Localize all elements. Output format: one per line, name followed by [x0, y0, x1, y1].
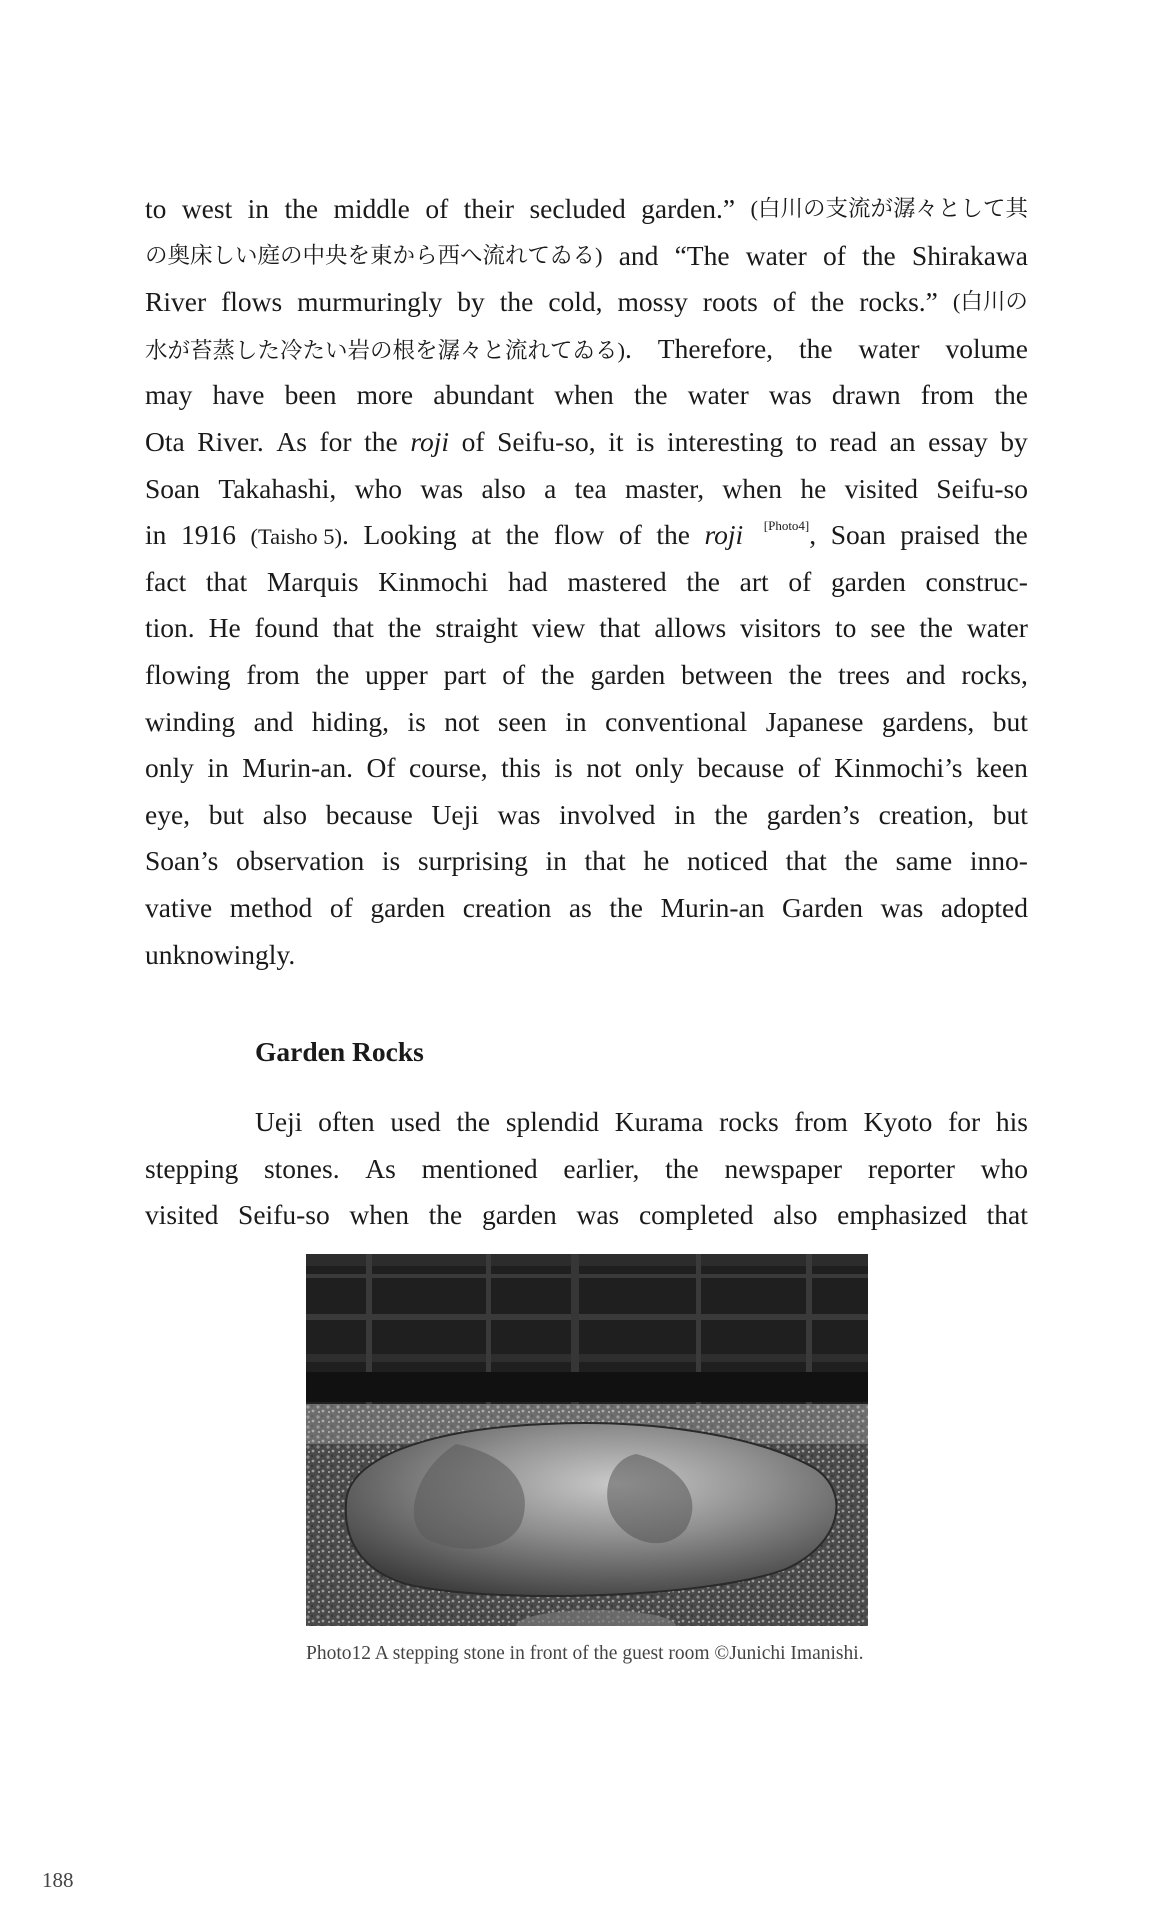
inline-group	[251, 512, 349, 559]
word: conventional	[605, 705, 748, 737]
text-line	[145, 838, 1028, 885]
word: of	[502, 658, 526, 690]
word: used	[390, 1106, 441, 1137]
word: the	[714, 798, 748, 830]
word: from	[246, 658, 300, 690]
word: master,	[625, 472, 705, 504]
word: Japanese	[765, 705, 864, 737]
word: mossy	[617, 286, 688, 318]
word: 1916	[180, 519, 236, 551]
inline-group	[145, 326, 632, 373]
word: course,	[409, 752, 488, 784]
word: have	[212, 379, 265, 411]
word: roots	[702, 286, 758, 318]
inline-group	[758, 512, 816, 559]
word: surprising	[417, 845, 528, 877]
word: garden	[481, 1199, 557, 1231]
word: garden	[590, 658, 666, 690]
word: rocks	[719, 1106, 779, 1137]
word: .	[625, 332, 632, 364]
word: involved	[559, 798, 656, 830]
word: allows	[654, 612, 727, 644]
text-line	[145, 1192, 1028, 1239]
text-line	[145, 652, 1028, 699]
word: the	[633, 379, 668, 411]
word: in	[545, 845, 567, 877]
word: the	[364, 425, 398, 457]
body-text-paragraph-1	[145, 186, 1028, 978]
word: was	[576, 1199, 620, 1231]
word: Kinmochi	[378, 565, 489, 597]
word: water	[745, 239, 807, 271]
text-line	[145, 605, 1028, 652]
word: reporter	[867, 1152, 955, 1184]
word: River	[145, 286, 207, 318]
word: an	[889, 425, 916, 457]
word: west	[181, 193, 233, 224]
word: that	[584, 845, 626, 877]
word: it	[608, 425, 624, 457]
word: Soan	[830, 519, 886, 551]
word: earlier,	[563, 1152, 640, 1184]
word: straight	[435, 612, 518, 644]
word: “The	[674, 239, 730, 271]
word: observation	[235, 845, 365, 877]
word: is	[407, 705, 426, 737]
word: the	[387, 612, 422, 644]
word: that	[986, 1199, 1028, 1231]
word: mentioned	[421, 1152, 538, 1184]
word: garden	[370, 891, 446, 923]
word: creation,	[878, 798, 975, 830]
word: the	[994, 379, 1028, 411]
word: Seifu-so	[936, 472, 1028, 504]
word: secluded	[529, 193, 626, 224]
word: a	[544, 472, 557, 504]
word: Kyoto	[863, 1106, 933, 1137]
word: that	[599, 612, 641, 644]
word: garden.”	[641, 193, 736, 224]
word: the	[810, 286, 845, 318]
word: for	[948, 1106, 981, 1137]
word: was	[880, 891, 924, 923]
word: visited	[145, 1199, 219, 1231]
word: Murin-an	[660, 891, 765, 923]
stepping-stone-photo	[306, 1254, 868, 1626]
word: in	[674, 798, 696, 830]
text-line	[145, 1099, 1028, 1146]
word: who	[354, 472, 402, 504]
word: of	[788, 565, 812, 597]
word: the	[788, 658, 823, 690]
italic-term: roji	[410, 425, 450, 457]
word: stones.	[263, 1152, 340, 1184]
word: was	[420, 472, 464, 504]
word: emphasized	[837, 1199, 967, 1231]
word: is	[554, 752, 573, 784]
word: the	[315, 658, 350, 690]
word: art	[739, 565, 769, 597]
word: the	[665, 1152, 699, 1184]
text-line	[145, 699, 1028, 746]
word: in	[565, 705, 587, 737]
word: that	[785, 845, 827, 877]
word: only	[634, 752, 684, 784]
word: see	[870, 612, 906, 644]
page-number: 188	[42, 1868, 74, 1892]
word: inno-	[969, 845, 1028, 877]
word: the	[428, 1199, 463, 1231]
word: as	[568, 891, 592, 923]
text-line	[145, 1146, 1028, 1193]
text-line	[145, 326, 1028, 373]
text-line	[145, 745, 1028, 792]
word: keen	[975, 752, 1028, 784]
word: Seifu-so,	[497, 425, 596, 457]
word: and	[618, 239, 659, 271]
word: of	[823, 239, 846, 271]
word: when	[349, 1199, 409, 1231]
word: found	[254, 612, 319, 644]
word: and	[905, 658, 946, 690]
word: the	[541, 658, 575, 690]
word: As	[365, 1152, 396, 1184]
word: of	[772, 286, 796, 318]
word: when	[554, 379, 614, 411]
word: Ueji	[255, 1106, 303, 1137]
word: often	[318, 1106, 375, 1137]
word: creation	[462, 891, 552, 923]
word: Seifu-so	[238, 1199, 330, 1231]
word: tea	[574, 472, 607, 504]
word: Ota	[145, 425, 185, 457]
word: this	[501, 752, 541, 784]
word: fact	[145, 565, 187, 597]
italic-term: roji	[704, 519, 744, 551]
text-line	[145, 885, 1028, 932]
word: drawn	[831, 379, 901, 411]
word: also	[262, 798, 307, 830]
word: rocks.”	[859, 286, 938, 318]
word: murmuringly	[297, 286, 443, 318]
word: Looking	[363, 519, 457, 551]
word: essay	[928, 425, 988, 457]
word: part	[443, 658, 487, 690]
word: the	[609, 891, 644, 923]
word: visitors	[740, 612, 822, 644]
word: in	[207, 752, 229, 784]
word: but	[992, 798, 1028, 830]
word: in	[247, 193, 270, 224]
word: trees	[838, 658, 890, 690]
word: is	[636, 425, 655, 457]
photo-reference: [Photo4]	[763, 518, 810, 534]
word: praised	[900, 519, 980, 551]
word: Murin-an.	[242, 752, 353, 784]
japanese-quote: (白川の	[952, 289, 1028, 315]
word: was	[497, 798, 541, 830]
word: Marquis	[266, 565, 359, 597]
word: from	[920, 379, 975, 411]
word: cold,	[548, 286, 603, 318]
word: stepping	[145, 1152, 239, 1184]
word: Shirakawa	[911, 239, 1028, 271]
word: He	[208, 612, 241, 644]
word: also	[481, 472, 526, 504]
word: upper	[365, 658, 428, 690]
word: when	[722, 472, 782, 504]
text-line	[145, 233, 1028, 280]
word: visited	[844, 472, 918, 504]
text-line	[145, 932, 1028, 979]
word: to	[795, 425, 818, 457]
word: noticed	[686, 845, 768, 877]
word: water	[687, 379, 749, 411]
word: mastered	[567, 565, 667, 597]
word: not	[586, 752, 622, 784]
word: flows	[221, 286, 283, 318]
word: also	[773, 1199, 818, 1231]
word: abundant	[433, 379, 535, 411]
photo-caption: Photo12 A stepping stone in front of the guest room ©Junichi Imanishi.	[306, 1643, 864, 1664]
word: Kurama	[614, 1106, 704, 1137]
word: ,	[809, 519, 817, 551]
word: at	[471, 519, 492, 551]
word: because	[325, 798, 413, 830]
word: middle	[333, 193, 410, 224]
word: their	[463, 193, 515, 224]
word: unknowingly.	[145, 938, 296, 970]
word: only	[145, 752, 194, 784]
word: eye,	[145, 798, 191, 830]
word: by	[457, 286, 485, 318]
word: who	[980, 1152, 1028, 1184]
word: construc-	[925, 565, 1028, 597]
word: the	[919, 612, 953, 644]
japanese-quote: (白川の支流が潺々として其	[750, 196, 1028, 221]
word: of	[797, 752, 821, 784]
word: of	[425, 193, 449, 224]
word: hiding,	[311, 705, 389, 737]
word: water	[858, 332, 920, 364]
word: rocks,	[961, 658, 1028, 690]
word: flowing	[145, 658, 231, 690]
word: Soan’s	[145, 845, 219, 877]
japanese-quote: 水が苔蒸した冷たい岩の根を潺々と流れてゐる)	[145, 337, 625, 363]
text-line	[145, 419, 1028, 466]
word: he	[800, 472, 827, 504]
word: .	[342, 519, 349, 551]
japanese-quote: の奥床しい庭の中央を東から西へ流れてゐる)	[145, 242, 603, 268]
word: not	[444, 705, 480, 737]
word: River.	[197, 425, 264, 457]
section-heading: Garden Rocks	[255, 1036, 424, 1067]
word: method	[229, 891, 313, 923]
word: been	[284, 379, 337, 411]
word: volume	[945, 332, 1028, 364]
word: Therefore,	[657, 332, 774, 364]
word: he	[643, 845, 670, 877]
word: the	[686, 565, 720, 597]
word: may	[145, 379, 193, 411]
word: the	[505, 519, 540, 551]
word: read	[829, 425, 877, 457]
text-line	[145, 466, 1028, 513]
text-line	[145, 372, 1028, 419]
word: tion.	[145, 612, 195, 644]
word: of	[618, 519, 642, 551]
word: in	[145, 519, 167, 551]
word: water	[966, 612, 1028, 644]
word: that	[332, 612, 374, 644]
word: interesting	[667, 425, 784, 457]
word: vative	[145, 891, 213, 923]
word: garden’s	[766, 798, 860, 830]
word: gardens,	[881, 705, 975, 737]
word: and	[253, 705, 294, 737]
word: Takahashi,	[218, 472, 337, 504]
word: that	[205, 565, 248, 597]
word: because	[697, 752, 785, 784]
word: but	[208, 798, 244, 830]
word: the	[656, 519, 690, 551]
word: was	[768, 379, 812, 411]
word: his	[995, 1106, 1028, 1137]
word: newspaper	[724, 1152, 843, 1184]
word: more	[356, 379, 414, 411]
text-line	[145, 186, 1028, 233]
word: had	[507, 565, 548, 597]
word: the	[844, 845, 879, 877]
word: Ueji	[431, 798, 479, 830]
body-text-paragraph-2	[145, 1099, 1028, 1239]
word: adopted	[940, 891, 1028, 923]
word: for	[319, 425, 352, 457]
word: Kinmochi’s	[834, 752, 963, 784]
word: the	[862, 239, 896, 271]
word: As	[276, 425, 307, 457]
word: but	[992, 705, 1028, 737]
word: by	[1000, 425, 1028, 457]
word: same	[895, 845, 953, 877]
word: the	[456, 1106, 491, 1137]
word: to	[835, 612, 857, 644]
word: flow	[553, 519, 605, 551]
word: is	[381, 845, 401, 877]
text-line	[145, 559, 1028, 606]
word: Of	[366, 752, 396, 784]
word: view	[531, 612, 586, 644]
text-line	[145, 279, 1028, 326]
word: the	[284, 193, 319, 224]
word: winding	[145, 705, 236, 737]
word: splendid	[505, 1106, 600, 1137]
word: of	[329, 891, 353, 923]
word: to	[145, 193, 167, 224]
text-line	[145, 792, 1028, 839]
word: of	[461, 425, 485, 457]
text-line	[145, 512, 1028, 559]
word: between	[681, 658, 773, 690]
word: the	[499, 286, 534, 318]
word: Garden	[782, 891, 863, 923]
word: the	[798, 332, 833, 364]
word: Soan	[145, 472, 200, 504]
word: from	[794, 1106, 848, 1137]
word: garden	[831, 565, 906, 597]
word: completed	[638, 1199, 754, 1231]
era-note: (Taisho 5)	[250, 524, 343, 550]
word: the	[994, 519, 1028, 551]
word: seen	[497, 705, 547, 737]
